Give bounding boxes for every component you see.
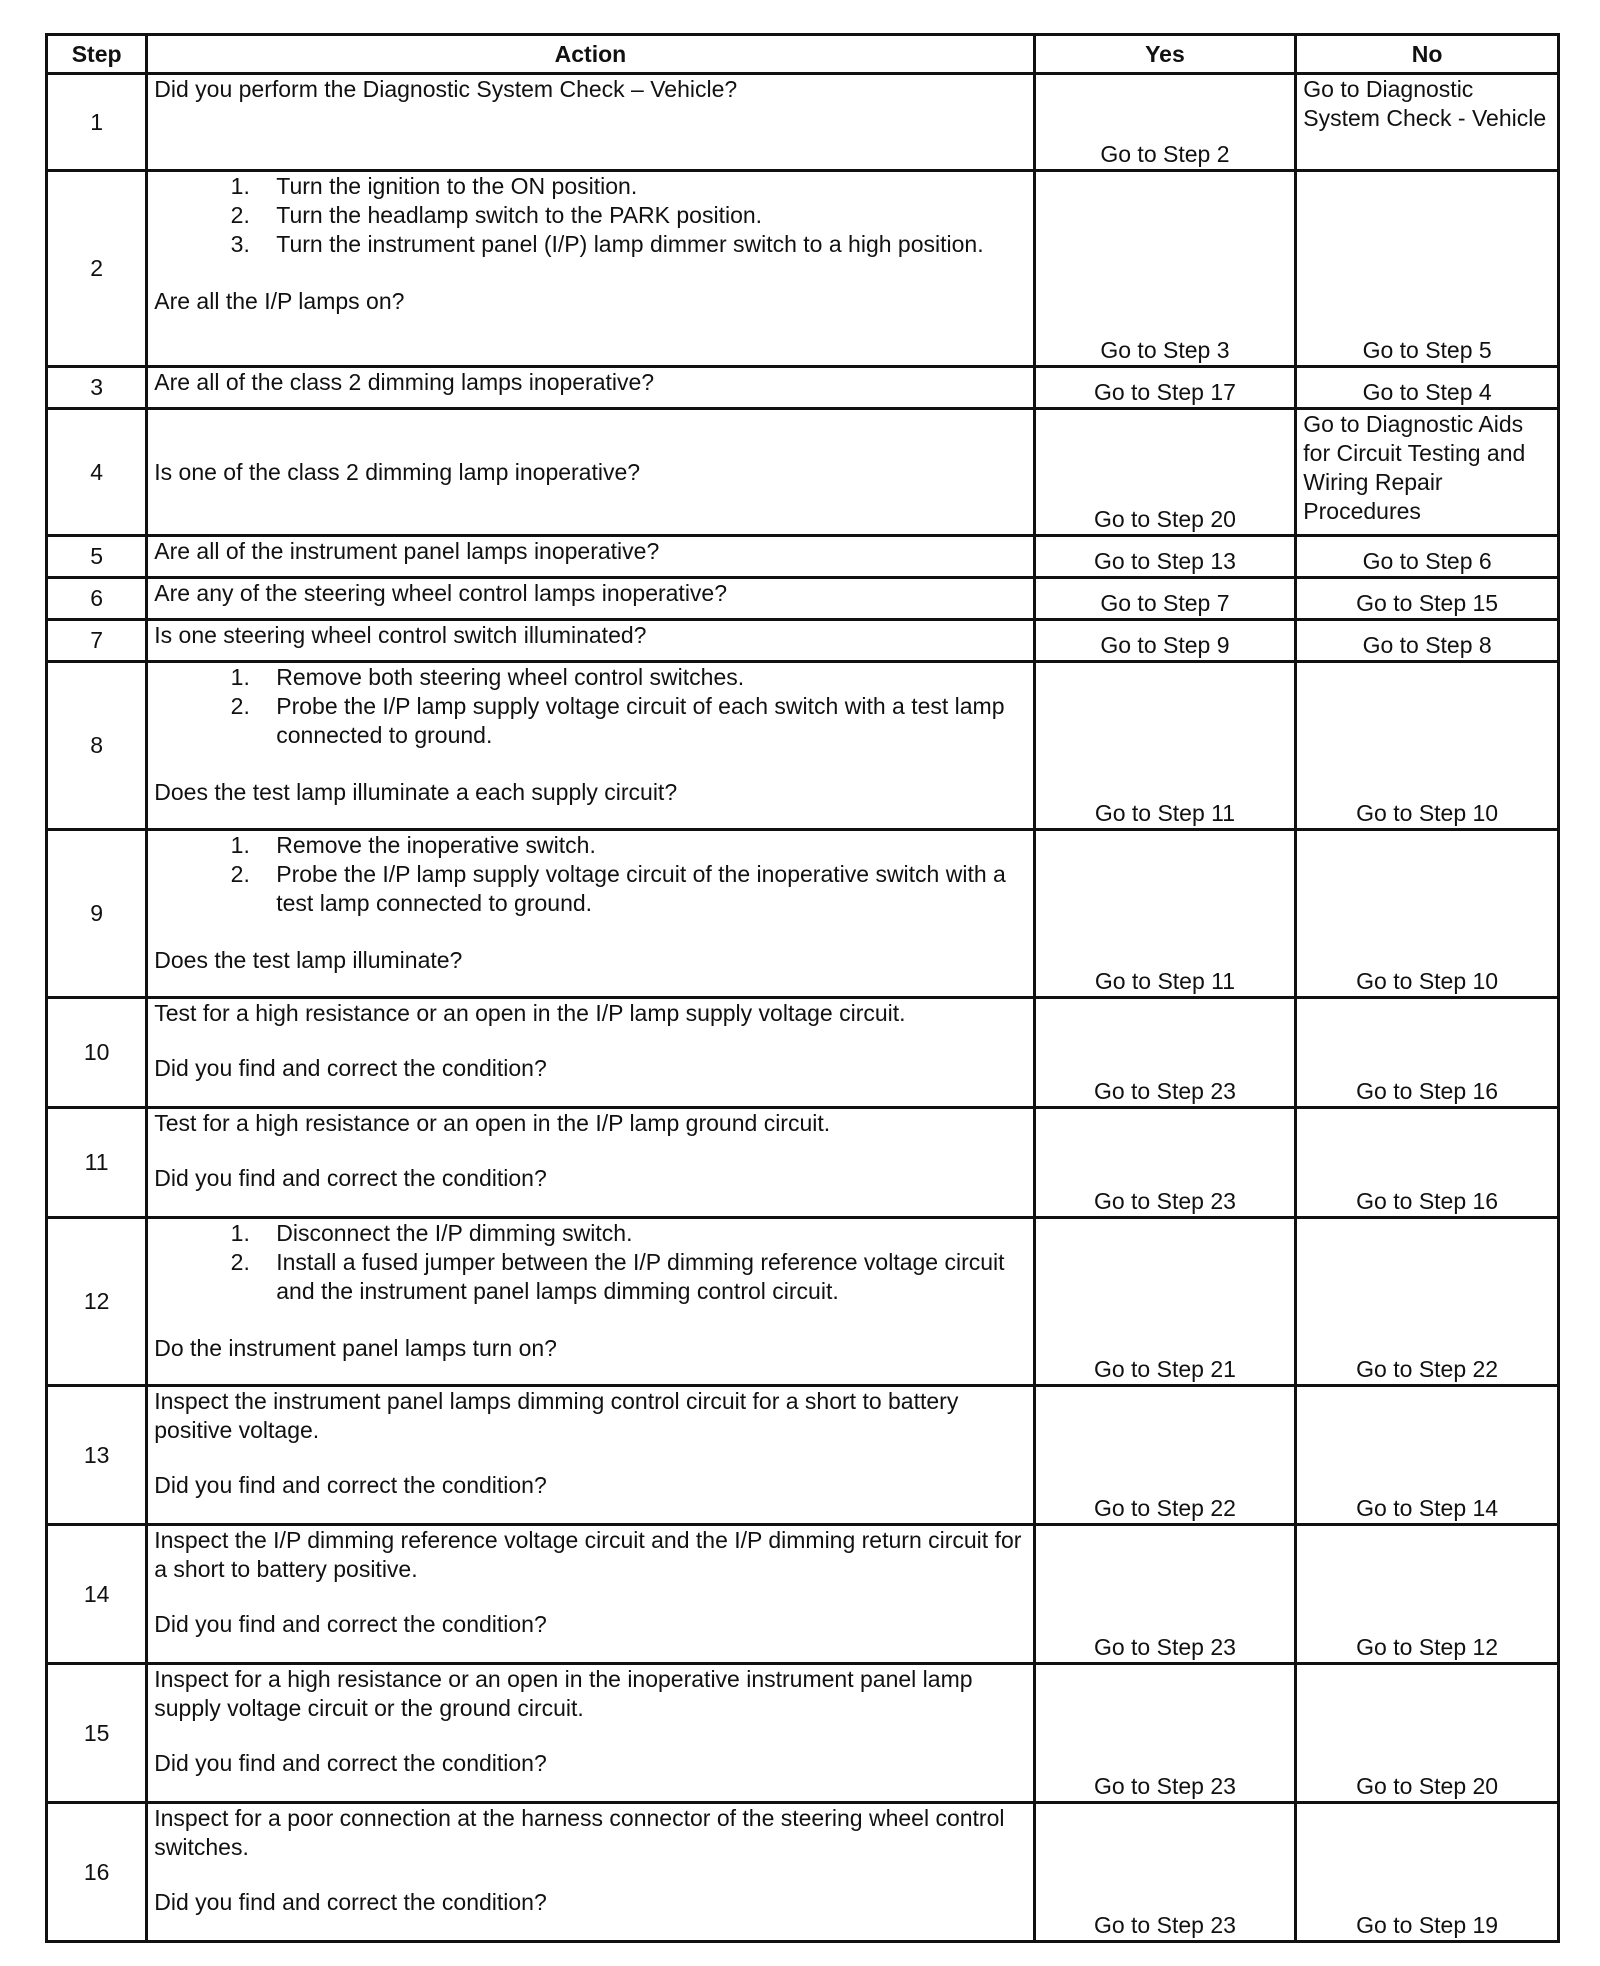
action-instruction: Inspect the instrument panel lamps dimming control circuit for a short to battery positive voltage. [154,1388,959,1443]
table-row [47,409,1559,536]
yes-cell: Go to Step 23 [1034,998,1296,1108]
action-cell [147,536,1034,578]
action-question: Did you perform the Diagnostic System Check – Vehicle? [154,76,738,102]
header-action: Action [147,35,1034,74]
diagnostic-table [45,33,1560,1943]
yes-cell: Go to Step 23 [1034,1664,1296,1803]
action-steps-list [154,831,1026,918]
action-question: Are all the I/P lamps on? [154,288,405,314]
action-instruction: Test for a high resistance or an open in the I/P lamp ground circuit. [154,1110,831,1136]
no-cell: Go to Step 4 [1296,367,1559,409]
action-steps-list [154,663,1026,750]
step-number: 8 [47,662,147,830]
step-number: 12 [47,1218,147,1386]
table-row [47,620,1559,662]
action-cell [147,1108,1034,1218]
action-instruction: Inspect for a high resistance or an open in the inoperative instrument panel lamp supply voltage circuit or the ground circuit. [154,1666,973,1721]
action-cell [147,578,1034,620]
action-step-item: 1. Turn the ignition to the ON position. [256,172,1026,201]
action-step-item: 2. Probe the I/P lamp supply voltage circuit of the inoperative switch with a test lamp connected to ground. [256,860,1026,918]
table-row [47,1108,1559,1218]
action-cell [147,1664,1034,1803]
yes-cell: Go to Step 23 [1034,1108,1296,1218]
action-cell [147,1525,1034,1664]
action-cell [147,1803,1034,1942]
action-question: Does the test lamp illuminate a each supply circuit? [154,779,678,805]
no-cell: Go to Step 5 [1296,171,1559,367]
table-row [47,1525,1559,1664]
step-number: 9 [47,830,147,998]
action-steps-list [154,172,1026,259]
action-question: Is one of the class 2 dimming lamp inoperative? [154,458,641,485]
action-question: Are all of the instrument panel lamps inoperative? [154,538,660,564]
action-step-item: 3. Turn the instrument panel (I/P) lamp dimmer switch to a high position. [256,230,1026,259]
header-row [47,35,1559,74]
header-step: Step [47,35,147,74]
action-cell [147,409,1034,536]
no-cell: Go to Step 19 [1296,1803,1559,1942]
action-question: Is one steering wheel control switch illuminated? [154,622,647,648]
step-number: 10 [47,998,147,1108]
no-cell: Go to Step 22 [1296,1218,1559,1386]
action-step-item: 2. Install a fused jumper between the I/P dimming reference voltage circuit and the instrument panel lamps dimming control circuit. [256,1248,1026,1306]
step-number: 16 [47,1803,147,1942]
header-yes: Yes [1034,35,1296,74]
step-number: 5 [47,536,147,578]
action-step-item: 1. Remove the inoperative switch. [256,831,1026,860]
yes-cell: Go to Step 17 [1034,367,1296,409]
table-row [47,74,1559,171]
no-cell: Go to Diagnostic System Check - Vehicle [1296,74,1559,171]
table-row [47,171,1559,367]
yes-cell: Go to Step 22 [1034,1386,1296,1525]
step-number: 14 [47,1525,147,1664]
action-cell [147,367,1034,409]
no-cell: Go to Step 10 [1296,830,1559,998]
no-cell: Go to Step 10 [1296,662,1559,830]
action-cell [147,662,1034,830]
table-row [47,998,1559,1108]
action-instruction: Inspect the I/P dimming reference voltage circuit and the I/P dimming return circuit for a short to battery positive. [154,1527,1022,1582]
action-instruction: Inspect for a poor connection at the harness connector of the steering wheel control switches. [154,1805,1005,1860]
action-step-item: 2. Turn the headlamp switch to the PARK position. [256,201,1026,230]
no-cell: Go to Step 6 [1296,536,1559,578]
step-number: 2 [47,171,147,367]
action-question: Did you find and correct the condition? [154,1611,547,1637]
action-step-item: 1. Remove both steering wheel control switches. [256,663,1026,692]
table-row [47,1803,1559,1942]
action-question: Did you find and correct the condition? [154,1055,547,1081]
no-cell: Go to Step 8 [1296,620,1559,662]
no-cell: Go to Step 16 [1296,1108,1559,1218]
yes-cell: Go to Step 3 [1034,171,1296,367]
action-cell [147,620,1034,662]
action-instruction: Test for a high resistance or an open in the I/P lamp supply voltage circuit. [154,1000,906,1026]
action-question: Are all of the class 2 dimming lamps inoperative? [154,369,655,395]
yes-cell: Go to Step 13 [1034,536,1296,578]
table-row [47,1386,1559,1525]
no-cell: Go to Step 14 [1296,1386,1559,1525]
no-cell: Go to Step 12 [1296,1525,1559,1664]
yes-cell: Go to Step 11 [1034,830,1296,998]
table-row [47,1218,1559,1386]
table-row [47,536,1559,578]
no-cell: Go to Step 20 [1296,1664,1559,1803]
step-number: 3 [47,367,147,409]
yes-cell: Go to Step 23 [1034,1803,1296,1942]
table-row [47,830,1559,998]
step-number: 15 [47,1664,147,1803]
action-question: Are any of the steering wheel control lamps inoperative? [154,580,728,606]
header-no: No [1296,35,1559,74]
step-number: 6 [47,578,147,620]
action-cell [147,74,1034,171]
no-cell: Go to Step 16 [1296,998,1559,1108]
action-step-item: 2. Probe the I/P lamp supply voltage circuit of each switch with a test lamp connected to ground. [256,692,1026,750]
action-question: Did you find and correct the condition? [154,1165,547,1191]
step-number: 1 [47,74,147,171]
action-cell [147,998,1034,1108]
action-cell [147,830,1034,998]
action-question: Does the test lamp illuminate? [154,947,463,973]
table-row [47,662,1559,830]
no-cell: Go to Diagnostic Aids for Circuit Testing and Wiring Repair Procedures [1296,409,1559,536]
yes-cell: Go to Step 2 [1034,74,1296,171]
yes-cell: Go to Step 7 [1034,578,1296,620]
table-row [47,1664,1559,1803]
step-number: 4 [47,409,147,536]
action-question: Did you find and correct the condition? [154,1889,547,1915]
step-number: 7 [47,620,147,662]
table-row [47,367,1559,409]
step-number: 13 [47,1386,147,1525]
action-question: Did you find and correct the condition? [154,1750,547,1776]
action-question: Do the instrument panel lamps turn on? [154,1335,557,1361]
action-cell [147,1218,1034,1386]
yes-cell: Go to Step 11 [1034,662,1296,830]
table-row [47,578,1559,620]
action-cell [147,1386,1034,1525]
action-question: Did you find and correct the condition? [154,1472,547,1498]
action-step-item: 1. Disconnect the I/P dimming switch. [256,1219,1026,1248]
action-cell [147,171,1034,367]
yes-cell: Go to Step 20 [1034,409,1296,536]
yes-cell: Go to Step 23 [1034,1525,1296,1664]
no-cell: Go to Step 15 [1296,578,1559,620]
action-steps-list [154,1219,1026,1306]
yes-cell: Go to Step 21 [1034,1218,1296,1386]
yes-cell: Go to Step 9 [1034,620,1296,662]
step-number: 11 [47,1108,147,1218]
